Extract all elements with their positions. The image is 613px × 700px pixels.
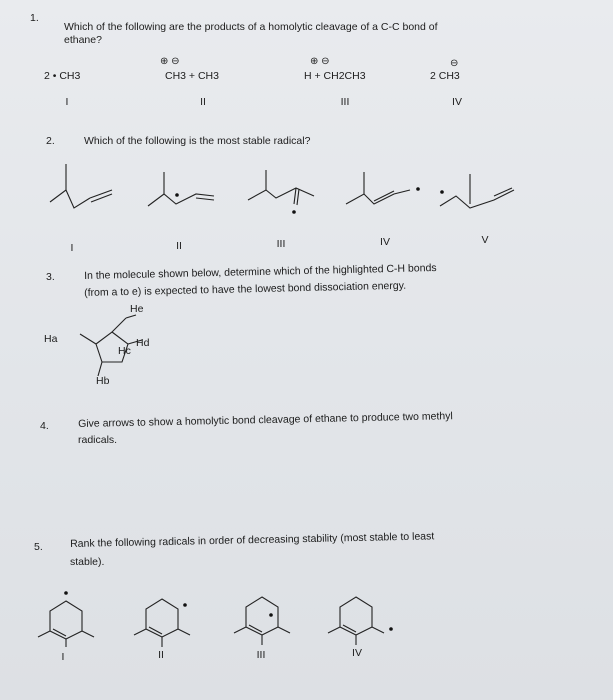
q5-structure-ii: [134, 599, 190, 647]
q4-text-line2: radicals.: [78, 434, 118, 446]
q2-label: II: [176, 240, 182, 252]
q2-structure-ii: [148, 172, 214, 206]
radical-dot: [175, 193, 179, 197]
q2-label: III: [276, 238, 286, 250]
q2-label: V: [481, 234, 489, 246]
q1-numeral: IV: [452, 96, 462, 108]
radical-dot: [389, 627, 393, 631]
q2-text: Which of the following is the most stable radical?: [84, 135, 311, 147]
q3-cyclopentane-structure: [40, 310, 240, 390]
q4-text-line1: Give arrows to show a homolytic bond cleavage of ethane to produce two methyl: [78, 410, 453, 430]
q1-option-charges: ⊕ ⊖: [160, 56, 180, 67]
q1-option-formula: CH3 + CH3: [165, 70, 219, 82]
q1-numeral: II: [200, 96, 206, 108]
radical-dot: [64, 591, 68, 595]
q5-structure-iii: [234, 597, 290, 645]
h-label-b: Hb: [96, 375, 110, 387]
q5-number: 5.: [34, 541, 43, 553]
q2-structure-v: [440, 174, 514, 208]
h-label-a: Ha: [44, 333, 58, 345]
radical-dot: [416, 187, 420, 191]
radical-dot: [440, 190, 444, 194]
h-label-e: He: [130, 303, 144, 315]
radical-dot: [292, 210, 296, 214]
q5-structures: [0, 585, 613, 655]
q5-label: IV: [352, 647, 362, 659]
q5-text-line2: stable).: [70, 556, 105, 568]
q1-option-charges: ⊖: [450, 58, 459, 69]
q1-option-formula: 2 • CH3: [44, 70, 81, 82]
q5-structure-iv: [328, 597, 393, 645]
q5-text-line1: Rank the following radicals in order of decreasing stability (most stable to least: [70, 530, 435, 550]
q2-number: 2.: [46, 135, 55, 147]
q3-number: 3.: [46, 271, 55, 283]
q1-text-line2: ethane?: [64, 34, 102, 46]
q1-numeral: I: [65, 96, 69, 108]
q1-number: 1.: [30, 12, 39, 24]
q5-label: I: [61, 651, 65, 663]
q2-structure-i: [50, 164, 112, 208]
q1-text-line1: Which of the following are the products of a homolytic cleavage of a C-C bond of: [64, 21, 438, 33]
q3-text-line2: (from a to e) is expected to have the lowest bond dissociation energy.: [84, 279, 407, 299]
q1-numeral: III: [340, 96, 350, 108]
q4-number: 4.: [40, 420, 49, 432]
radical-dot: [183, 603, 187, 607]
q2-label: I: [70, 242, 74, 254]
q2-label: IV: [380, 236, 390, 248]
q3-text-line1: In the molecule shown below, determine which of the highlighted C-H bonds: [84, 262, 437, 282]
h-label-c: Hc: [118, 345, 131, 357]
q5-label: III: [256, 649, 266, 661]
h-label-d: Hd: [136, 337, 150, 349]
q2-structure-iii: [248, 170, 314, 214]
q5-structure-i: [38, 591, 94, 647]
radical-dot: [269, 613, 273, 617]
q2-structures: [0, 160, 613, 260]
q1-option-formula: H + CH2CH3: [304, 70, 366, 82]
q1-option-charges: ⊕ ⊖: [310, 56, 330, 67]
q2-structure-iv: [346, 172, 420, 204]
q1-option-formula: 2 CH3: [430, 70, 460, 82]
q5-label: II: [158, 649, 164, 661]
